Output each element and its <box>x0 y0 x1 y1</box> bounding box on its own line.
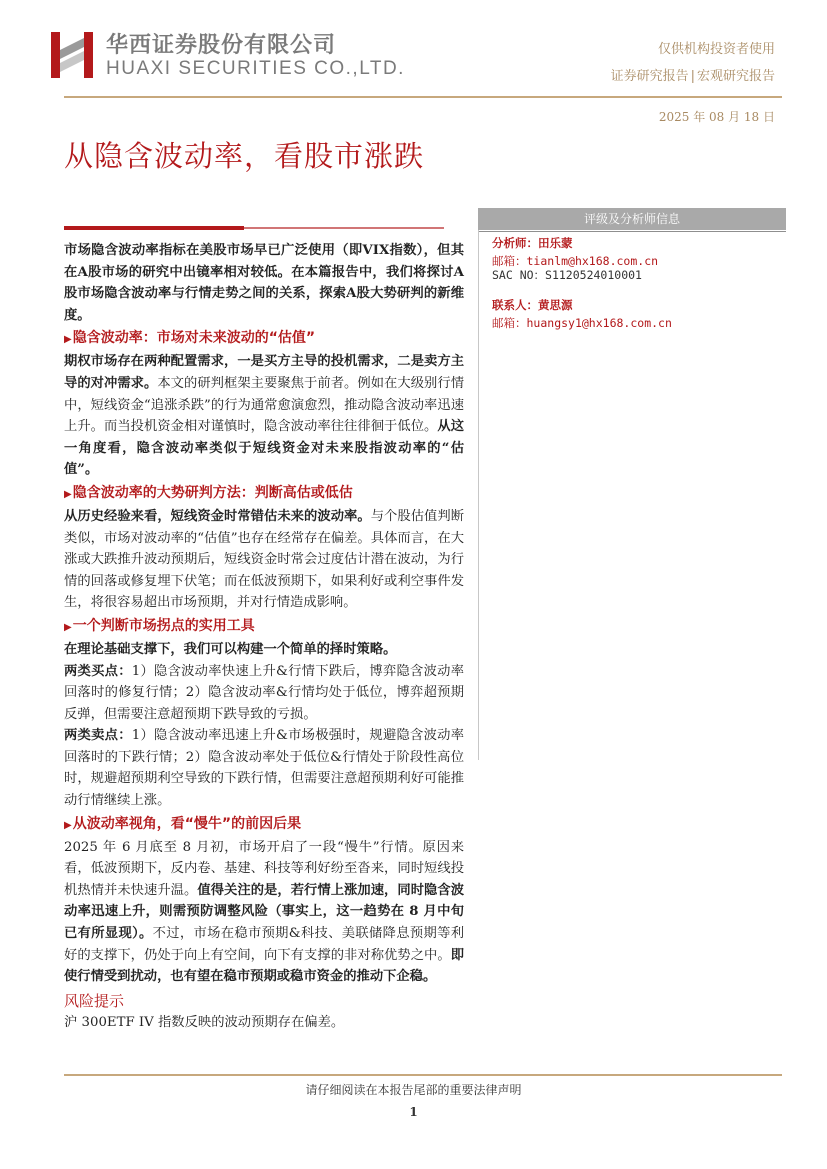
panel-left-border <box>478 230 479 760</box>
s1-bold-1: 期权市场存在两种配置需求，一是买方主导的投机需求，二是卖方主导的对冲需求。 <box>64 354 464 391</box>
analyst-sac: SAC NO：S1120524010001 <box>492 268 642 282</box>
company-logo-icon <box>51 30 95 80</box>
category-separator: | <box>690 69 695 84</box>
contact-email[interactable]: 邮箱：huangsy1@hx168.com.cn <box>492 316 672 330</box>
section-heading-3 <box>64 615 464 639</box>
triangle-bullet-icon: ▶ <box>64 488 72 500</box>
audience-notice: 仅供机构投资者使用 <box>657 42 775 57</box>
triangle-bullet-icon: ▶ <box>64 621 72 633</box>
company-name-cn: 华西证券股份有限公司 <box>106 33 337 58</box>
report-type: 证券研究报告 <box>610 69 689 84</box>
sell-points-text: 1）隐含波动率迅速上升&市场极强时，规避隐含波动率回落时的下跌行情；2）隐含波动率处于低位&行情处于阶段性高位时，规避超预期利空导致的下跌行情，但需要注意超预期利好可能推动行情继续上涨。 <box>64 728 465 809</box>
s4-text-1: 2025 年 6 月底至 8 月初，市场开启了一段“慢牛”行情。原因来看，低波预期下，反内卷、基建、科技等利好纷至沓来，同时短线投机热情并未快速升温。 <box>64 839 464 898</box>
s2-text-1: 与个股估值判断类似，市场对波动率的“估值”也存在经常存在偏差。具体而言，在大涨或大跌推升波动预期后，短线资金时常会过度估计潜在波动，为行情的回落或修复埋下伏笔；而在低波预期下，如果利好或利空事件发生，将很容易超出市场预期，并对行情造成影响。 <box>64 508 465 611</box>
risk-text: 沪 300ETF IV 指数反映的波动预期存在偏差。 <box>64 1014 345 1030</box>
s4-bold-2: 即使行情受到扰动，也有望在稳市预期或稳市资金的推动下企稳。 <box>64 947 464 985</box>
sell-points-label: 两类卖点： <box>64 728 132 744</box>
s3-bold-1: 在理论基础支撑下，我们可以构建一个简单的择时策略。 <box>64 641 397 657</box>
page-number: 1 <box>409 1105 418 1119</box>
analyst-name: 分析师：田乐蒙 <box>492 236 573 250</box>
buy-points-label: 两类买点： <box>64 663 132 679</box>
title-accent-bar <box>64 226 244 230</box>
section-title-4: 从波动率视角，看“慢牛”的前因后果 <box>72 815 302 832</box>
buy-points-paragraph <box>64 661 464 726</box>
report-category <box>611 65 775 84</box>
buy-points-text: 1）隐含波动率快速上升&行情下跌后，博弈隐含波动率回落时的修复行情；2）隐含波动率&行情均处于低位，博弈超预期反弹，但需要注意超预期下跌导致的亏损。 <box>64 663 465 722</box>
triangle-bullet-icon: ▶ <box>64 334 72 346</box>
analyst-panel-heading: 评级及分析师信息 <box>478 208 786 230</box>
footer-divider <box>64 1074 782 1076</box>
section-2-paragraph <box>64 506 464 614</box>
report-title: 从隐含波动率，看股市涨跌 <box>64 139 425 173</box>
title-accent-line <box>244 227 444 229</box>
sell-points-paragraph <box>64 725 464 811</box>
panel-divider <box>478 231 786 232</box>
report-subtype: 宏观研究报告 <box>696 69 775 84</box>
section-heading-1 <box>64 327 464 351</box>
legal-disclaimer-link[interactable]: 请仔细阅读在本报告尾部的重要法律声明 <box>305 1083 522 1097</box>
header-divider <box>64 96 782 98</box>
s4-bold-1: 值得关注的是，若行情上涨加速，同时隐含波动率迅速上升，则需预防调整风险（事实上，这一趋势在 8 月中旬已有所显现）。 <box>64 882 465 942</box>
section-title-2: 隐含波动率的大势研判方法：判断高估或低估 <box>72 484 353 501</box>
s2-bold-1: 从历史经验来看，短线资金时常错估未来的波动率。 <box>64 508 371 524</box>
section-title-1: 隐含波动率：市场对未来波动的“估值” <box>72 330 316 347</box>
report-summary <box>64 240 464 1033</box>
section-heading-4 <box>64 813 464 837</box>
analyst-email[interactable]: 邮箱：tianlm@hx168.com.cn <box>492 254 659 268</box>
section-heading-2 <box>64 482 464 506</box>
s4-text-2: 不过，市场在稳市预期&科技、美联储降息预期等利好的支撑下，仍处于向上有空间，向下有支撑的非对称优势之中。 <box>64 926 464 963</box>
section-title-3: 一个判断市场拐点的实用工具 <box>72 617 255 634</box>
intro-paragraph: 市场隐含波动率指标在美股市场早已广泛使用（即VIX指数），但其在A股市场的研究中出镜率相对较低。在本篇报告中，我们将探讨A股市场隐含波动率与行情走势之间的关系，探索A股大势研判的新维度。 <box>64 243 464 323</box>
risk-heading: 风险提示 <box>64 991 125 1010</box>
report-date: 2025 年 08 月 18 日 <box>658 110 775 124</box>
company-name-en: HUAXI SECURITIES CO.,LTD. <box>106 58 405 79</box>
section-1-paragraph <box>64 351 464 481</box>
contact-name: 联系人：黄思源 <box>492 298 573 312</box>
s1-bold-2: 从这一角度看，隐含波动率类似于短线资金对未来股指波动率的“估值”。 <box>64 419 465 478</box>
s1-text-1: 本文的研判框架主要聚焦于前者。例如在大级别行情中，短线资金“追涨杀跌”的行为通常愈演愈烈，推动隐含波动率迅速上升。而当投机资金相对谨慎时，隐含波动率往往徘徊于低位。 <box>64 375 465 435</box>
analyst-info-panel <box>478 208 786 230</box>
triangle-bullet-icon: ▶ <box>64 819 72 831</box>
section-4-paragraph <box>64 837 464 988</box>
